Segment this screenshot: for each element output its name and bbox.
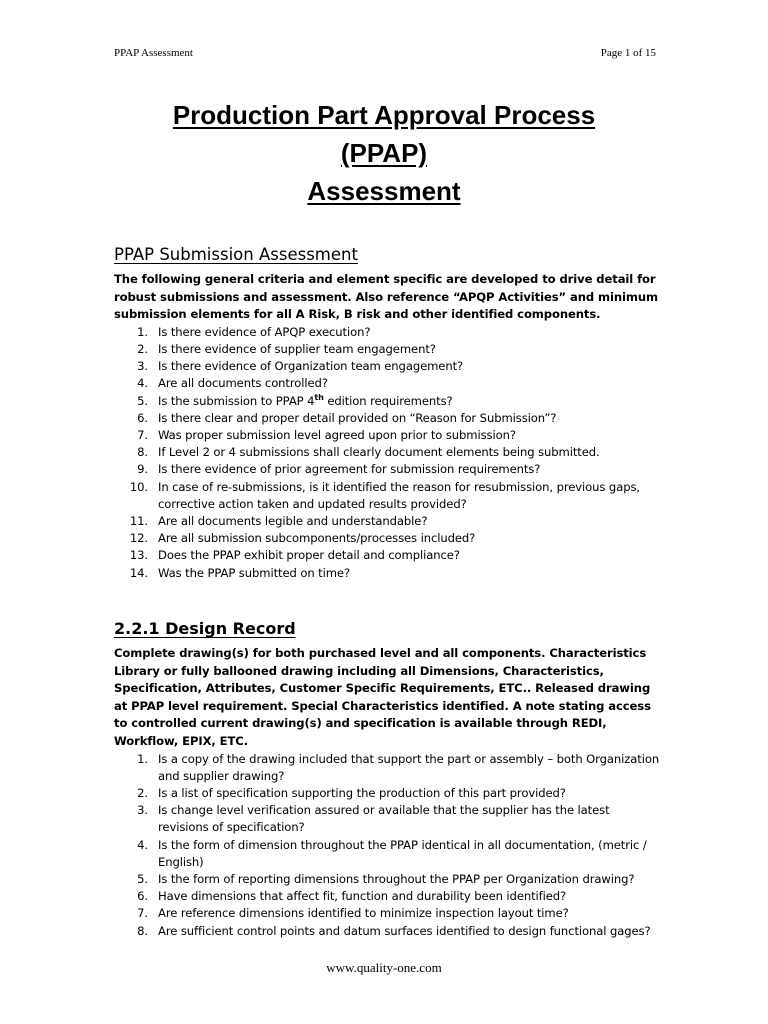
- list-item-number: 3.: [137, 803, 148, 818]
- list-item: [114, 393, 660, 410]
- list-item-number: 5.: [137, 393, 148, 408]
- list-item-number: 14.: [129, 565, 148, 580]
- list-item-number: 8.: [137, 923, 148, 938]
- list-item: [114, 871, 660, 888]
- list-item-number: 12.: [129, 531, 148, 546]
- list-item-text: Is there evidence of prior agreement for submission requirements?: [158, 462, 541, 477]
- list-item: [114, 375, 660, 392]
- list-item-text: Was the PPAP submitted on time?: [158, 565, 351, 580]
- header-page-number: Page 1 of 15: [600, 47, 656, 59]
- list-item-text: Is change level verification assured or available that the supplier has the latest revisions of specification?: [158, 803, 610, 835]
- list-item-number: 5.: [137, 871, 148, 886]
- list-item-number: 11.: [129, 514, 148, 529]
- list-item-text: Does the PPAP exhibit proper detail and compliance?: [158, 548, 460, 563]
- title-line-3: Assessment: [307, 176, 461, 206]
- list-item-text: If Level 2 or 4 submissions shall clearly document elements being submitted.: [158, 445, 600, 460]
- list-item-text: Is there clear and proper detail provided on “Reason for Submission”?: [158, 410, 557, 425]
- section-heading: 2.2.1 Design Record: [114, 619, 296, 638]
- list-item-number: 6.: [137, 410, 148, 425]
- list-item-text: Is a list of specification supporting the production of this part provided?: [158, 785, 566, 800]
- list-item: [114, 410, 660, 427]
- list-item: [114, 358, 660, 375]
- list-item: [114, 547, 660, 564]
- list-item: [114, 565, 660, 582]
- list-item: [114, 905, 660, 922]
- list-item: [114, 923, 660, 940]
- list-item-text: Is a copy of the drawing included that support the part or assembly – both Organization and supplier drawing?: [158, 751, 660, 783]
- list-item-text: Are reference dimensions identified to minimize inspection layout time?: [158, 906, 569, 921]
- list-item-number: 9.: [137, 462, 148, 477]
- footer-url: www.quality-one.com: [326, 960, 442, 975]
- list-item-number: 3.: [137, 359, 148, 374]
- list-item-text: Are all submission subcomponents/processes included?: [158, 531, 476, 546]
- list-item-text: In case of re-submissions, is it identified the reason for resubmission, previous gaps, corrective action taken and updated results provided?: [158, 479, 640, 511]
- list-item: [114, 461, 660, 478]
- superscript: th: [314, 392, 324, 402]
- title-line-1: Production Part Approval Process: [172, 100, 596, 130]
- list-item: [114, 444, 660, 461]
- list-item: [114, 785, 660, 802]
- section-intro: Complete drawing(s) for both purchased level and all components. Characteristics Library or fully ballooned drawing including all Dimensions, Characteristics, Specification, Attributes, Customer Specific Requirements, ETC.. Released drawing at PPAP level requirement. Special Characteristics identified. A note stating access to controlled current drawing(s) and specification is available through REDI, Workflow, EPIX, ETC.: [114, 646, 651, 748]
- list-item-number: 10.: [129, 479, 148, 494]
- list-item: [114, 751, 660, 785]
- list-item: [114, 341, 660, 358]
- question-list: [114, 324, 660, 582]
- page-title: [0, 96, 768, 210]
- list-item-text: Is the form of dimension throughout the PPAP identical in all documentation, (metric / English): [158, 837, 647, 869]
- list-item-number: 1.: [137, 324, 148, 339]
- list-item-text: Is the submission to PPAP 4: [158, 393, 315, 408]
- list-item-number: 7.: [137, 906, 148, 921]
- list-item-text: Are all documents controlled?: [158, 376, 328, 391]
- list-item-text: Is there evidence of supplier team engagement?: [158, 341, 436, 356]
- list-item-number: 4.: [137, 376, 148, 391]
- list-item: [114, 530, 660, 547]
- section-ppap-submission-assessment: [114, 244, 660, 582]
- list-item-number: 7.: [137, 428, 148, 442]
- list-item-number: 4.: [137, 837, 148, 852]
- list-item: [114, 888, 660, 905]
- list-item: [114, 324, 660, 341]
- section-heading: PPAP Submission Assessment: [114, 245, 358, 264]
- list-item-text: Was proper submission level agreed upon prior to submission?: [158, 428, 516, 442]
- list-item: [114, 513, 660, 530]
- list-item-number: 8.: [137, 445, 148, 460]
- list-item-text: Is there evidence of APQP execution?: [158, 324, 371, 339]
- title-line-2: (PPAP): [340, 138, 428, 168]
- list-item-number: 6.: [137, 889, 148, 904]
- list-item-text-continued: edition requirements?: [323, 393, 453, 408]
- list-item-number: 1.: [137, 751, 148, 766]
- list-item: [114, 427, 660, 444]
- list-item-number: 2.: [137, 341, 148, 356]
- list-item: [114, 802, 660, 836]
- header-document-title: PPAP Assessment: [114, 47, 193, 59]
- list-item-number: 2.: [137, 785, 148, 800]
- question-list: [114, 751, 660, 940]
- list-item: [114, 479, 660, 513]
- list-item: [114, 837, 660, 871]
- list-item-number: 13.: [129, 548, 148, 563]
- list-item-text: Are sufficient control points and datum surfaces identified to design functional gages?: [158, 923, 651, 938]
- section-design-record: [114, 618, 660, 940]
- list-item-text: Is the form of reporting dimensions throughout the PPAP per Organization drawing?: [158, 871, 635, 886]
- list-item-text: Are all documents legible and understandable?: [158, 514, 428, 529]
- list-item-text: Is there evidence of Organization team engagement?: [158, 359, 464, 374]
- section-intro: The following general criteria and element specific are developed to drive detail for robust submissions and assessment. Also reference “APQP Activities” and minimum submission elements for all A Risk, B risk and other identified components.: [114, 272, 659, 322]
- list-item-text: Have dimensions that affect fit, function and durability been identified?: [158, 889, 567, 904]
